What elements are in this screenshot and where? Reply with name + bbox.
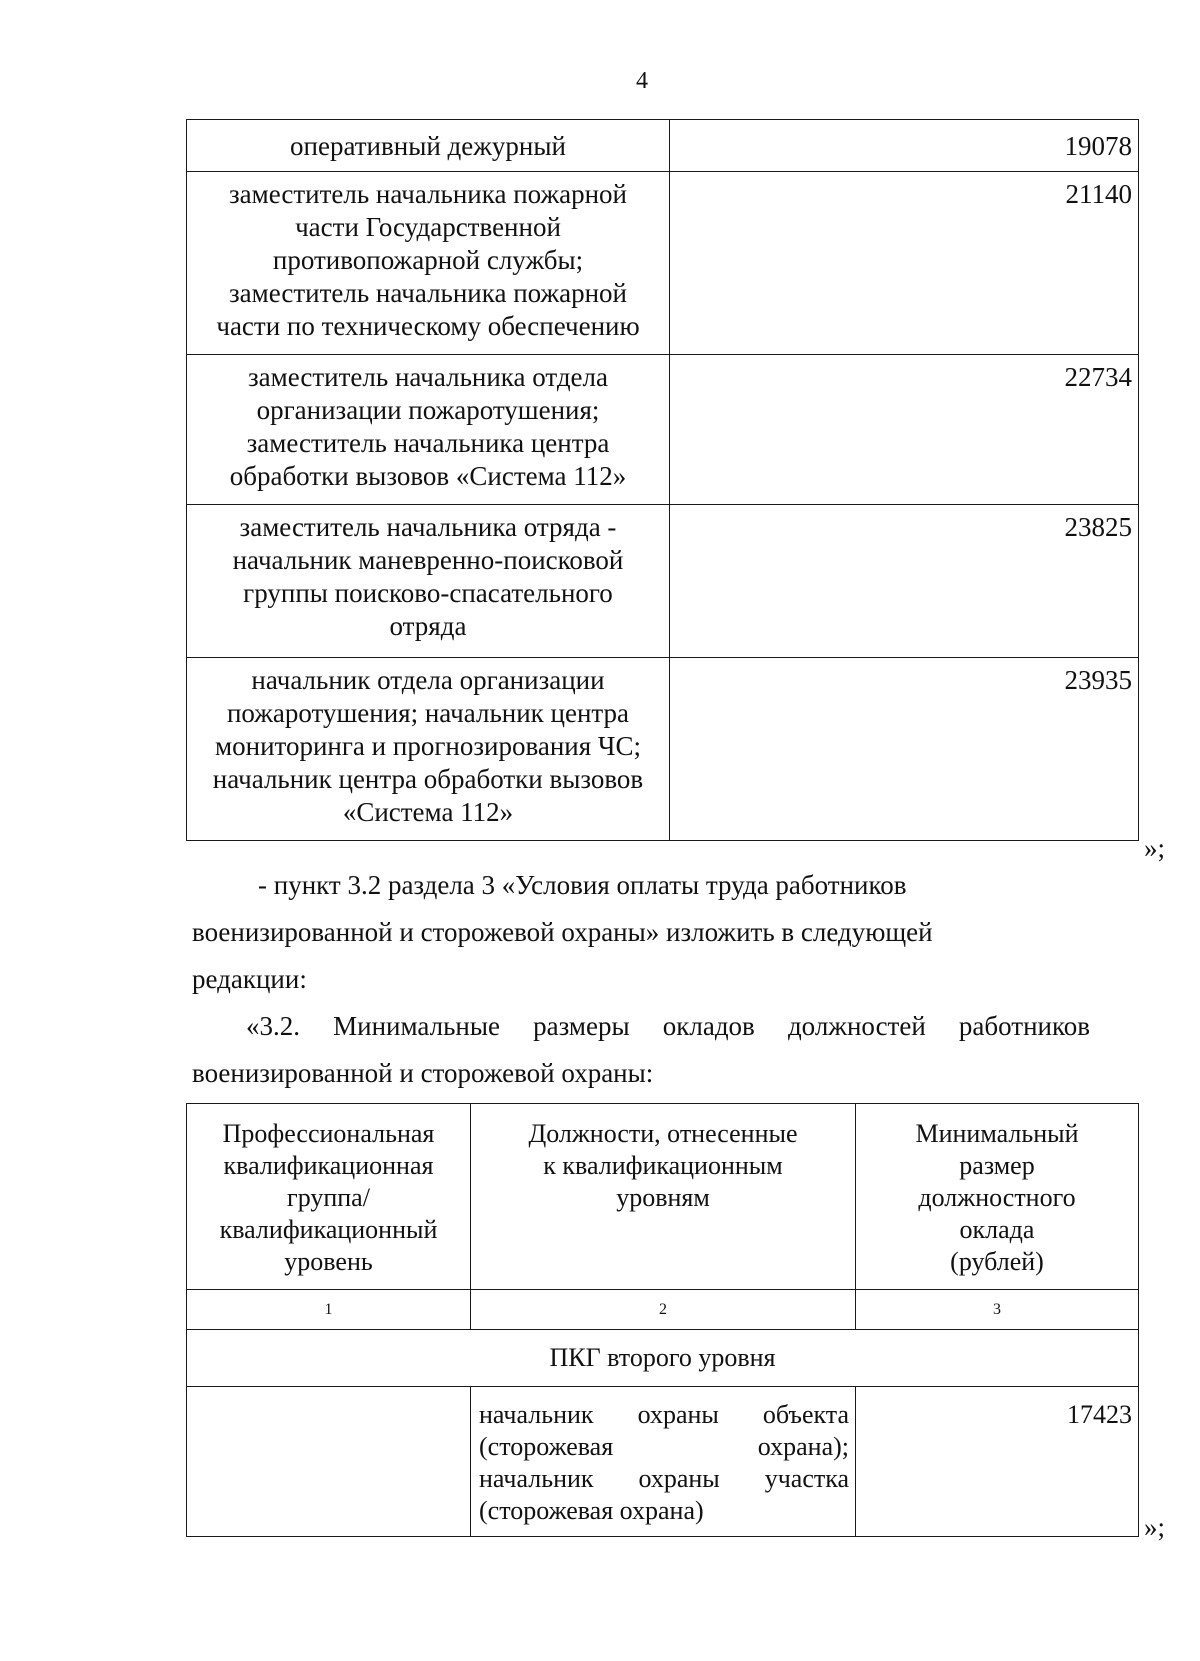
closing-quote-mark: »; [1144, 1512, 1166, 1542]
position-cell [187, 658, 670, 841]
header-line: к квалификационным [543, 1151, 783, 1180]
header-cell [856, 1104, 1139, 1290]
position-cell [187, 505, 670, 658]
header-line: группа/ [287, 1183, 370, 1212]
page-number: 4 [636, 68, 648, 94]
qualification-level-cell [187, 1387, 471, 1537]
position-cell [187, 120, 670, 172]
header-line: оклада [959, 1215, 1035, 1244]
table-row [187, 1387, 1139, 1537]
column-number-row [187, 1290, 1139, 1330]
position-line: части по техническому обеспечению [216, 311, 640, 341]
paragraph-line: военизированной и сторожевой охраны: [192, 1058, 654, 1088]
table-row [187, 355, 1139, 505]
position-line: оперативный дежурный [290, 131, 566, 161]
position-line: группы поисково-спасательного [243, 578, 613, 608]
table-header-row [187, 1104, 1139, 1290]
position-line: начальник маневренно-поисковой [232, 545, 624, 575]
salary-cell: 21140 [670, 172, 1139, 355]
column-number: 1 [187, 1290, 471, 1330]
guard-salary-table [186, 1103, 1139, 1537]
group-title-row [187, 1330, 1139, 1387]
position-cell [187, 355, 670, 505]
header-line: уровень [284, 1247, 373, 1276]
header-line: (рублей) [950, 1247, 1044, 1276]
position-line: организации пожаротушения; [256, 395, 600, 425]
header-line: Профессиональная [222, 1119, 435, 1148]
group-title: ПКГ второго уровня [187, 1330, 1139, 1387]
amendment-paragraph [192, 862, 1090, 1003]
paragraph-line: военизированной и сторожевой охраны» изложить в следующей [192, 917, 933, 947]
position-line: пожаротушения; начальник центра [226, 698, 630, 728]
header-cell [187, 1104, 471, 1290]
paragraph-line: - пункт 3.2 раздела 3 «Условия оплаты труда работников [258, 870, 907, 900]
salary-cell: 23825 [670, 505, 1139, 658]
position-line: заместитель начальника пожарной [228, 278, 628, 308]
table-row [187, 505, 1139, 658]
table-row [187, 172, 1139, 355]
column-number: 3 [856, 1290, 1139, 1330]
salary-table-continued [186, 119, 1139, 841]
position-line: противопожарной службы; [272, 245, 584, 275]
closing-quote-mark: »; [1144, 833, 1166, 863]
position-line: обработки вызовов «Система 112» [229, 461, 627, 491]
header-line: квалификационный [219, 1215, 438, 1244]
salary-cell: 23935 [670, 658, 1139, 841]
table-row [187, 658, 1139, 841]
paragraph-line: «3.2. Минимальные размеры окладов должностей работников [246, 1011, 1090, 1041]
header-line: размер [959, 1151, 1035, 1180]
clause-paragraph [192, 1003, 1090, 1097]
position-line: части Государственной [295, 212, 561, 242]
position-line: заместитель начальника отряда - [239, 512, 617, 542]
position-cell [187, 172, 670, 355]
position-line: отряда [389, 611, 467, 641]
salary-cell: 17423 [856, 1387, 1139, 1537]
position-line: начальник охраны участка [479, 1464, 849, 1493]
position-line: «Система 112» [342, 797, 514, 827]
position-line: (сторожевая охрана) [479, 1496, 704, 1525]
position-line: начальник отдела организации [251, 665, 605, 695]
position-line: начальник охраны объекта [479, 1400, 849, 1429]
salary-cell: 19078 [670, 120, 1139, 172]
header-line: Должности, отнесенные [528, 1119, 798, 1148]
salary-cell: 22734 [670, 355, 1139, 505]
header-line: Минимальный [915, 1119, 1079, 1148]
position-line: (сторожевая охрана); [479, 1432, 849, 1461]
position-line: заместитель начальника отдела [248, 362, 608, 392]
position-line: заместитель начальника пожарной [228, 179, 628, 209]
table-row [187, 120, 1139, 172]
column-number: 2 [471, 1290, 856, 1330]
header-line: уровням [616, 1183, 710, 1212]
position-line: заместитель начальника центра [246, 428, 610, 458]
header-line: должностного [918, 1183, 1076, 1212]
position-line: начальник центра обработки вызовов [212, 764, 644, 794]
paragraph-line: редакции: [192, 964, 307, 994]
header-line: квалификационная [223, 1151, 434, 1180]
position-cell [471, 1387, 856, 1537]
header-cell [471, 1104, 856, 1290]
position-line: мониторинга и прогнозирования ЧС; [215, 731, 641, 761]
